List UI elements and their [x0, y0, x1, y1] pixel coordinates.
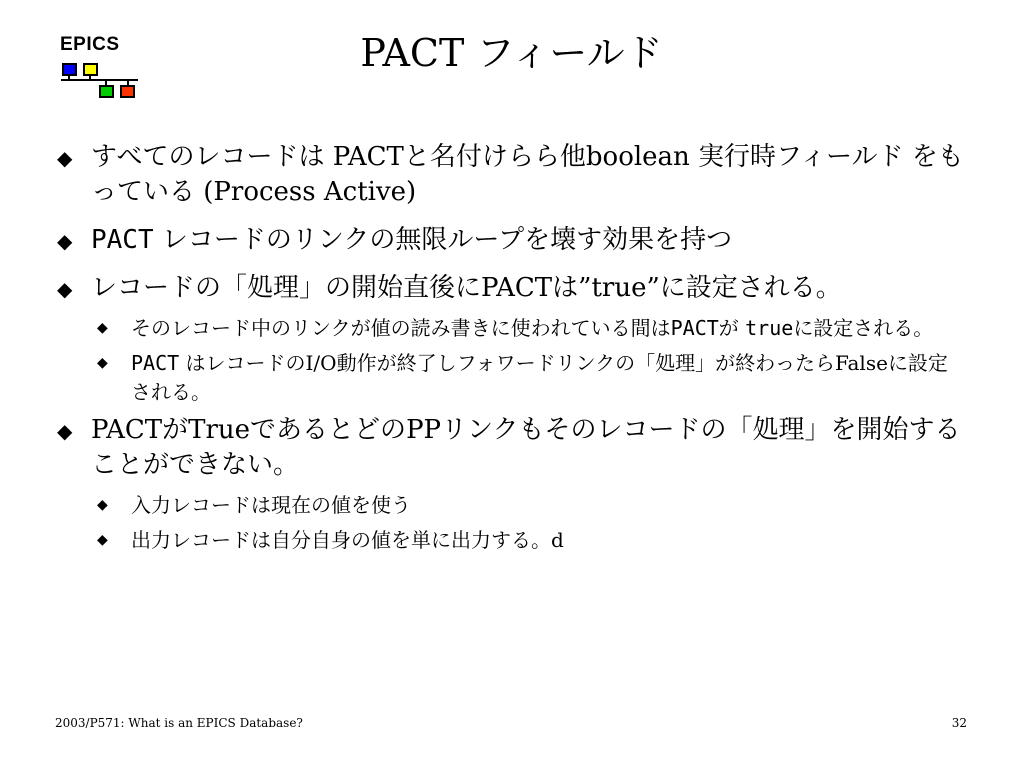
sub-bullet-item [95, 491, 965, 520]
red-node-icon [121, 86, 134, 97]
sub-bullet-item [95, 526, 965, 555]
bullet-text: PACT [131, 351, 180, 375]
bullet-text: PACT [332, 142, 404, 172]
bullet-text: が [718, 316, 746, 340]
bullet-text: に設定される。 [131, 351, 948, 404]
bullet-text: に設定される。 [659, 273, 842, 303]
bullet-text: 動作が終了しフォワードリンクの「処理」が終わったら [336, 351, 835, 375]
bullet-item [55, 140, 965, 210]
bullet-text: に設定される。 [793, 316, 934, 340]
bullet-item [55, 413, 965, 483]
page-number: 32 [951, 716, 967, 730]
bullet-item [55, 223, 965, 258]
bullet-text: boolean [585, 142, 690, 172]
bullet-text: そのレコード中のリンクが値の読み書きに使われている間は [131, 316, 671, 340]
diamond-bullet-icon: ◆ [57, 146, 73, 170]
diamond-bullet-icon: ◆ [97, 320, 108, 336]
sub-bullet-item [95, 349, 965, 407]
bullet-text: 出力レコードは自分自身の値を単に出力する。 [131, 528, 551, 552]
bullet-text: すべてのレコードは [91, 142, 333, 172]
bullet-text: はレコードの [179, 351, 306, 375]
diamond-bullet-icon: ◆ [57, 419, 73, 443]
bullet-text: I/O [305, 351, 337, 375]
bullet-text: true [745, 316, 794, 340]
bullet-text: リンクもそのレコードの「処理」を開始することができない。 [91, 415, 961, 480]
slide-title: PACT フィールド [360, 31, 663, 75]
bullet-text: False [834, 351, 888, 375]
green-node-icon [100, 86, 113, 97]
diamond-bullet-icon: ◆ [97, 355, 108, 371]
bullet-item [55, 271, 965, 306]
bullet-text: は [552, 273, 579, 303]
bullet-text: True [188, 415, 251, 445]
bullet-text: PACT [91, 225, 154, 255]
bullet-list [55, 140, 965, 561]
bullet-text: (Process Active) [203, 177, 417, 207]
bullet-text: d [551, 528, 564, 552]
bullet-text: 入力レコードは現在の値を使う [131, 493, 411, 517]
bullet-text: と名付けらら他 [403, 142, 586, 172]
diamond-bullet-icon: ◆ [97, 497, 108, 513]
footer-caption: 2003/P571: What is an EPICS Database? [55, 716, 303, 730]
bullet-text: PACT [481, 273, 553, 303]
bullet-text: PACT [670, 316, 719, 340]
diamond-bullet-icon: ◆ [97, 532, 108, 548]
bullet-text: PP [406, 415, 442, 445]
diamond-bullet-icon: ◆ [57, 277, 73, 301]
sub-bullet-item [95, 314, 965, 343]
bullet-text: 実行時フィールド をもっている [91, 142, 964, 207]
diamond-bullet-icon: ◆ [57, 229, 73, 253]
bullet-text: レコードのリンクの無限ループを壊す効果を持つ [153, 225, 733, 255]
bullet-text: であるとどの [250, 415, 407, 445]
bullet-text: が [162, 415, 189, 445]
logo-text: EPICS [60, 34, 120, 55]
bullet-text: PACT [91, 415, 163, 445]
bullet-text: ”true” [578, 273, 660, 303]
bullet-text: レコードの「処理」の開始直後に [91, 273, 482, 303]
